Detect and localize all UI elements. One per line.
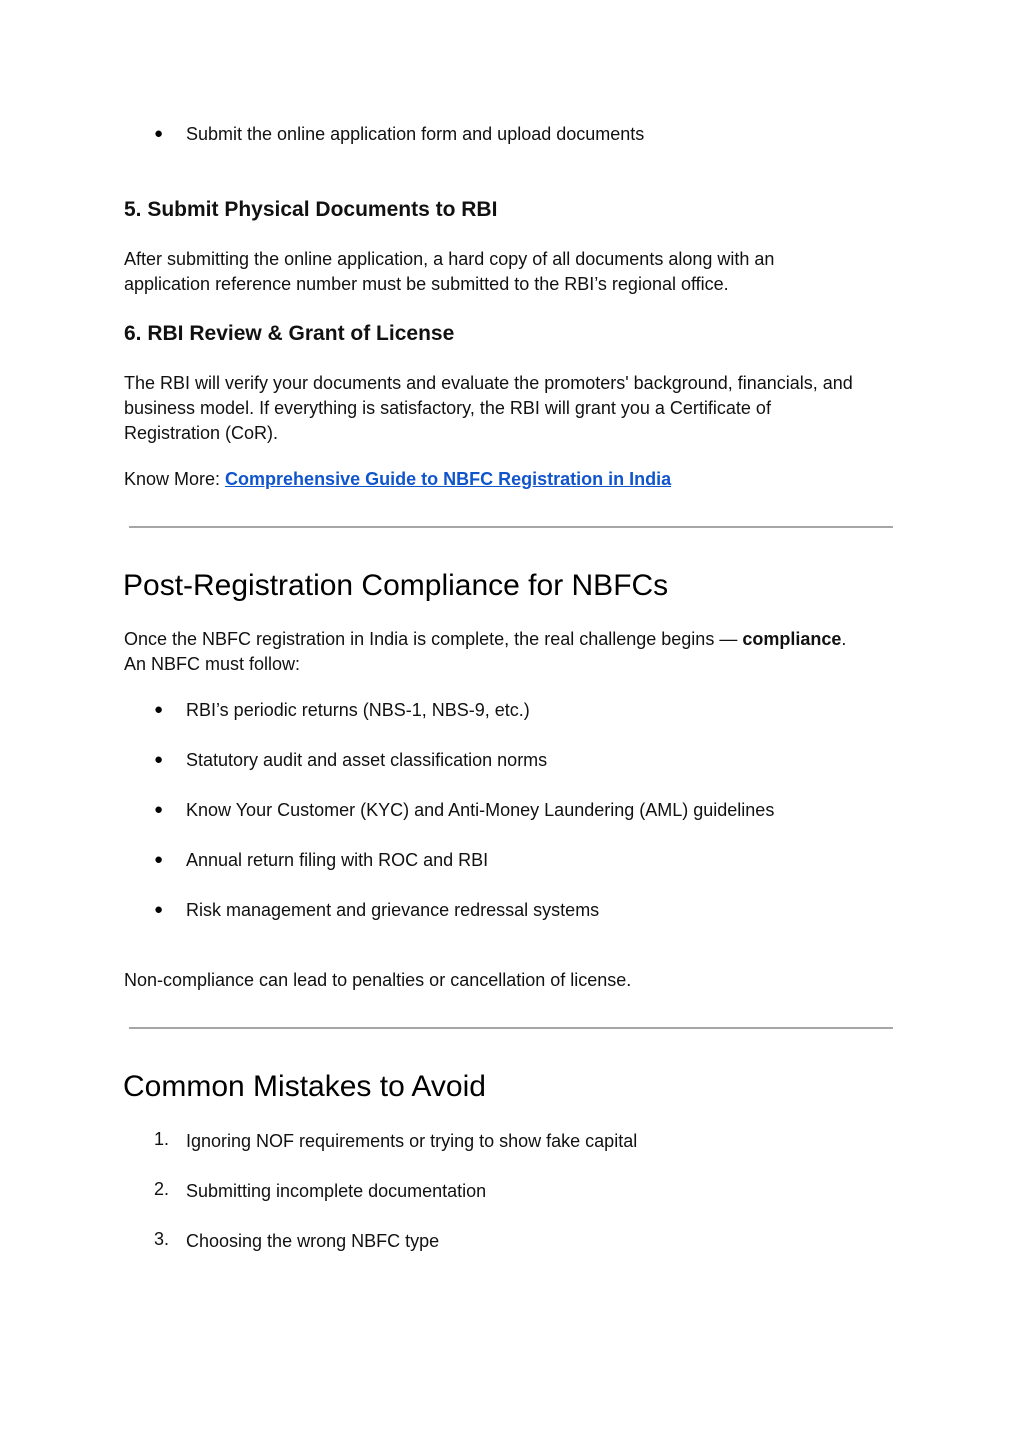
- know-more-line: [124, 467, 671, 492]
- section-title-compliance: Post-Registration Compliance for NBFCs: [123, 569, 669, 602]
- bullet-icon: ●: [154, 701, 164, 718]
- intro-text: Once the NBFC registration in India is complete, the real challenge begins —: [124, 629, 743, 649]
- list-number: 1.: [154, 1129, 170, 1149]
- list-number: 3.: [154, 1229, 170, 1249]
- paragraph-line: application reference number must be submitted to the RBI’s regional office.: [124, 274, 729, 294]
- section-heading-6: 6. RBI Review & Grant of License: [124, 322, 455, 345]
- emphasis-compliance: compliance: [742, 629, 842, 649]
- list-item: Ignoring NOF requirements or trying to show fake capital: [186, 1131, 638, 1151]
- bullet-icon: ●: [154, 851, 164, 868]
- horizontal-divider: [129, 1027, 893, 1029]
- paragraph-line: Non-compliance can lead to penalties or cancellation of license.: [124, 970, 632, 990]
- paragraph-line: business model. If everything is satisfactory, the RBI will grant you a Certificate of: [124, 398, 771, 418]
- section-title-mistakes: Common Mistakes to Avoid: [123, 1070, 486, 1103]
- intro-period: .: [841, 629, 847, 649]
- list-item: Risk management and grievance redressal systems: [186, 900, 600, 920]
- paragraph-line: [124, 627, 846, 652]
- list-item: Annual return filing with ROC and RBI: [186, 850, 489, 870]
- bullet-icon: ●: [154, 751, 164, 768]
- know-more-label: Know More:: [124, 469, 226, 489]
- horizontal-divider: [129, 526, 893, 528]
- list-item: Statutory audit and asset classification norms: [186, 750, 548, 770]
- list-item: Submitting incomplete documentation: [186, 1181, 487, 1201]
- paragraph-line: Registration (CoR).: [124, 423, 279, 443]
- bullet-icon: ●: [154, 801, 164, 818]
- list-item: Submit the online application form and upload documents: [186, 124, 645, 144]
- paragraph-line: The RBI will verify your documents and evaluate the promoters' background, financials, and: [124, 373, 853, 393]
- section-heading-5: 5. Submit Physical Documents to RBI: [124, 198, 498, 221]
- paragraph-line: After submitting the online application, a hard copy of all documents along with an: [124, 249, 775, 269]
- list-item: Know Your Customer (KYC) and Anti-Money Laundering (AML) guidelines: [186, 800, 775, 820]
- guide-link[interactable]: Comprehensive Guide to NBFC Registration in India: [225, 469, 672, 489]
- bullet-icon: ●: [154, 125, 164, 142]
- list-item: Choosing the wrong NBFC type: [186, 1231, 440, 1251]
- paragraph-line: An NBFC must follow:: [124, 654, 301, 674]
- list-item: RBI’s periodic returns (NBS-1, NBS-9, etc.): [186, 700, 530, 720]
- list-number: 2.: [154, 1179, 170, 1199]
- bullet-icon: ●: [154, 901, 164, 918]
